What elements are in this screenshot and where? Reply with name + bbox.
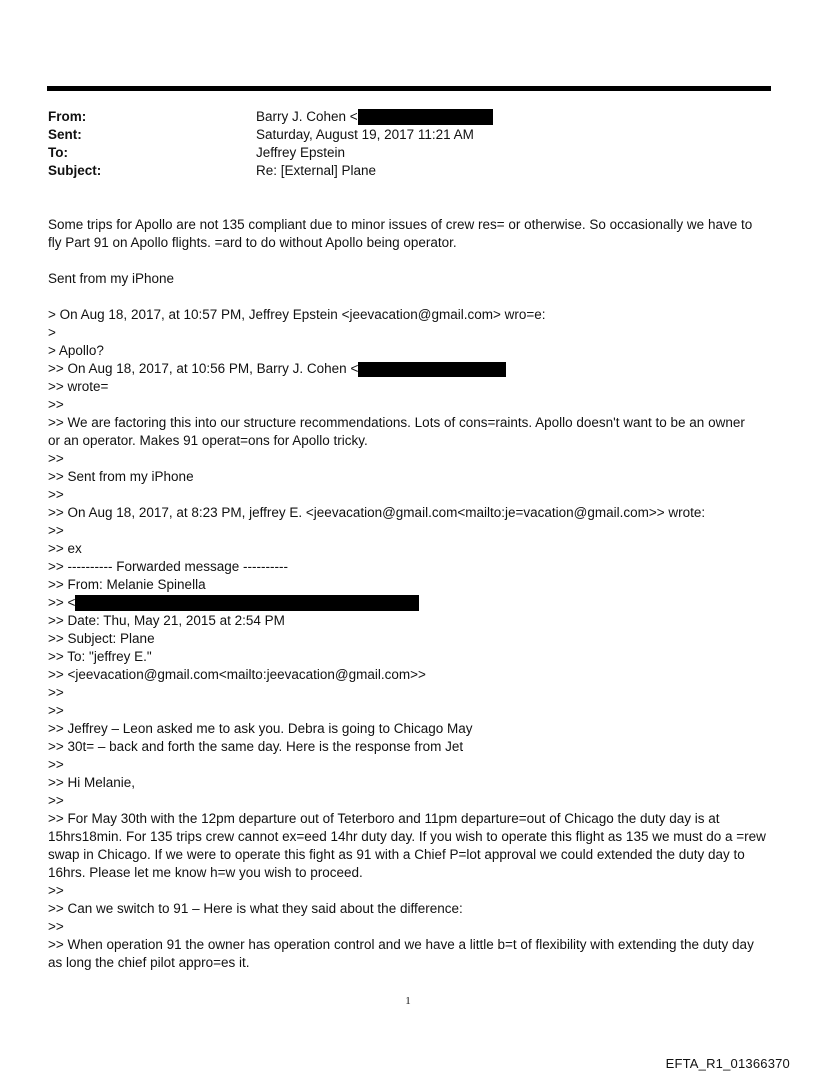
quoted-line: >> When operation 91 the owner has operation control and we have a little b=t of flexibility with extending the duty day bbox=[48, 937, 754, 952]
quoted-line: >> bbox=[48, 487, 64, 502]
quoted-line: >> ---------- Forwarded message ---------- bbox=[48, 559, 288, 574]
quoted-line: >> Jeffrey – Leon asked me to ask you. Debra is going to Chicago May bbox=[48, 721, 473, 736]
body-line: Some trips for Apollo are not 135 compliant due to minor issues of crew res= or otherwise. So occasionally we have to bbox=[48, 217, 753, 232]
page-number: 1 bbox=[405, 995, 411, 1007]
sent-label: Sent: bbox=[48, 127, 82, 142]
from-row bbox=[48, 108, 493, 126]
quoted-line: >> Can we switch to 91 – Here is what they said about the difference: bbox=[48, 901, 463, 916]
quoted-line: >> wrote= bbox=[48, 379, 109, 394]
body-line: fly Part 91 on Apollo flights. =ard to do without Apollo being operator. bbox=[48, 235, 457, 250]
quoted-line: >> bbox=[48, 523, 64, 538]
quoted-line: >> 30t= – back and forth the same day. Here is the response from Jet bbox=[48, 739, 464, 754]
quoted-line: >> bbox=[48, 793, 64, 808]
quoted-line: > Apollo? bbox=[48, 343, 104, 358]
signature-line: Sent from my iPhone bbox=[48, 271, 175, 286]
quoted-line: or an operator. Makes 91 operat=ons for Apollo tricky. bbox=[48, 433, 368, 448]
quoted-line: >> bbox=[48, 451, 64, 466]
quoted-text: >> < bbox=[48, 595, 76, 610]
quoted-line: >> bbox=[48, 703, 64, 718]
to-row bbox=[48, 144, 493, 162]
redaction-box bbox=[358, 362, 506, 377]
quoted-line: >> <jeevacation@gmail.com<mailto:jeevacation@gmail.com>> bbox=[48, 667, 426, 682]
email-body bbox=[48, 216, 768, 972]
quoted-line: 16hrs. Please let me know h=w you wish to proceed. bbox=[48, 865, 363, 880]
quoted-line: 15hrs18min. For 135 trips crew cannot ex=eed 14hr duty day. If you wish to operate this flight as 135 we must do a =rew bbox=[48, 829, 766, 844]
quoted-line: >> bbox=[48, 397, 64, 412]
quoted-line: >> Subject: Plane bbox=[48, 631, 155, 646]
from-label: From: bbox=[48, 109, 87, 124]
quoted-line: >> Date: Thu, May 21, 2015 at 2:54 PM bbox=[48, 613, 285, 628]
quoted-line: swap in Chicago. If we were to operate this fight as 91 with a Chief P=lot approval we could extended the duty day to bbox=[48, 847, 745, 862]
quoted-line bbox=[48, 360, 768, 378]
spacer bbox=[48, 288, 768, 306]
quoted-line: >> Sent from my iPhone bbox=[48, 469, 194, 484]
subject-label: Subject: bbox=[48, 163, 102, 178]
header-rule bbox=[47, 86, 771, 91]
to-label: To: bbox=[48, 145, 68, 160]
quoted-line: >> ex bbox=[48, 541, 82, 556]
quoted-line: >> bbox=[48, 919, 64, 934]
redaction-box bbox=[358, 109, 493, 125]
quoted-line: >> Hi Melanie, bbox=[48, 775, 136, 790]
quoted-line: >> bbox=[48, 685, 64, 700]
to-value: Jeffrey Epstein bbox=[256, 145, 346, 160]
quoted-line: >> bbox=[48, 757, 64, 772]
document-id: EFTA_R1_01366370 bbox=[665, 1056, 790, 1071]
quoted-line: > On Aug 18, 2017, at 10:57 PM, Jeffrey Epstein <jeevacation@gmail.com> wro=e: bbox=[48, 307, 546, 322]
from-sender: Barry J. Cohen < bbox=[256, 109, 358, 124]
quoted-line: >> From: Melanie Spinella bbox=[48, 577, 206, 592]
quoted-line: >> bbox=[48, 883, 64, 898]
subject-row bbox=[48, 162, 493, 180]
email-header bbox=[48, 108, 493, 180]
quoted-line bbox=[48, 594, 768, 612]
quoted-text: >> On Aug 18, 2017, at 10:56 PM, Barry J. Cohen < bbox=[48, 361, 359, 376]
sent-value: Saturday, August 19, 2017 11:21 AM bbox=[256, 127, 474, 142]
from-value bbox=[256, 108, 493, 126]
subject-value: Re: [External] Plane bbox=[256, 163, 377, 178]
quoted-line: as long the chief pilot appro=es it. bbox=[48, 955, 250, 970]
quoted-line: >> On Aug 18, 2017, at 8:23 PM, jeffrey E. <jeevacation@gmail.com<mailto:je=vacation@gmail.com>> wrote: bbox=[48, 505, 706, 520]
quoted-line: > bbox=[48, 325, 56, 340]
quoted-line: >> To: "jeffrey E." bbox=[48, 649, 152, 664]
quoted-line: >> For May 30th with the 12pm departure out of Teterboro and 11pm departure=out of Chicago the duty day is at bbox=[48, 811, 720, 826]
quoted-line: >> We are factoring this into our structure recommendations. Lots of cons=raints. Apollo doesn't want to be an owner bbox=[48, 415, 745, 430]
redaction-box bbox=[75, 595, 419, 611]
sent-row bbox=[48, 126, 493, 144]
spacer bbox=[48, 252, 768, 270]
